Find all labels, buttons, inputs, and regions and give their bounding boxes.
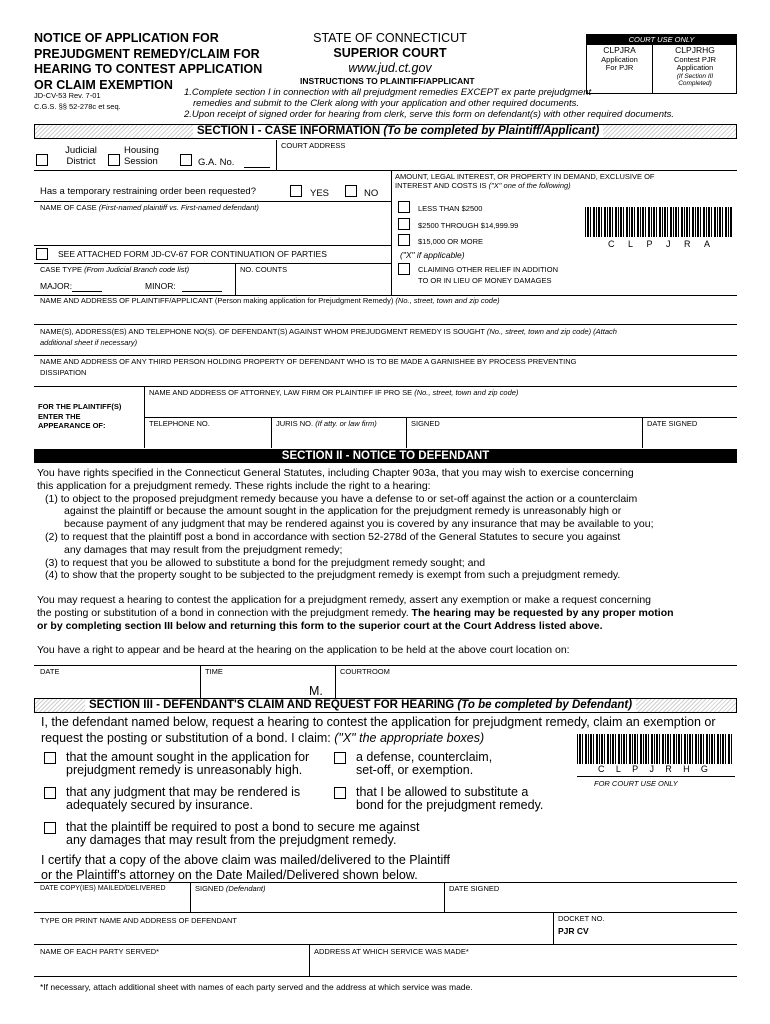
section-1-title — [193, 125, 603, 138]
minor-label: MINOR: — [145, 281, 176, 291]
section-3-title-text: SECTION III - DEFENDANT'S CLAIM AND REQUEST FOR HEARING — [89, 699, 455, 711]
court-name: SUPERIOR COURT — [333, 46, 447, 60]
for-plaintiff-line: FOR THE PLAINTIFF(S) — [38, 402, 122, 411]
plaintiff-hint: (No., street, town and zip code) — [395, 296, 500, 305]
claim-line: that any judgment that may be rendered is — [66, 785, 301, 799]
defendant-name-label: TYPE OR PRINT NAME AND ADDRESS OF DEFENDANT — [40, 916, 237, 925]
barcode-char: R — [665, 764, 672, 774]
case-type-label — [40, 266, 189, 275]
right-to-appear: You have a right to appear and be heard at the hearing on the application to be held at the above court location on: — [37, 643, 570, 656]
continuation-label: SEE ATTACHED FORM JD-CV-67 FOR CONTINUATION OF PARTIES — [58, 249, 327, 259]
form-title-line: NOTICE OF APPLICATION FOR — [34, 31, 219, 45]
court-use-code: CLPJRA — [603, 45, 636, 55]
telephone-label: TELEPHONE NO. — [149, 419, 210, 428]
footnote: *If necessary, attach additional sheet with names of each party served and the address at which service was made. — [40, 982, 473, 992]
label-line: Judicial — [65, 145, 97, 156]
court-use-code: CLPJRHG — [675, 45, 715, 55]
address-served-label: ADDRESS AT WHICH SERVICE WAS MADE* — [314, 947, 469, 956]
case-name-label-text: NAME OF CASE — [40, 203, 97, 212]
form-id: JD-CV-53 Rev. 7-01 — [34, 91, 101, 100]
housing-session-checkbox[interactable] — [108, 154, 120, 166]
form-title-line: PREJUDGMENT REMEDY/CLAIM FOR — [34, 46, 260, 61]
amount-label-line: INTEREST AND COSTS IS — [395, 180, 487, 190]
barcode-char: P — [632, 764, 639, 774]
docket-no-label: DOCKET NO. — [558, 914, 605, 923]
court-use-line: Application — [676, 63, 714, 73]
court-use-line: Completed) — [678, 80, 712, 88]
other-relief-checkbox[interactable] — [398, 263, 410, 275]
other-relief-line: CLAIMING OTHER RELIEF IN ADDITION — [418, 265, 559, 274]
court-use-line: Application — [601, 54, 638, 64]
claim-plaintiff-bond-checkbox[interactable] — [44, 822, 56, 834]
right-num: (4) — [45, 569, 58, 582]
form-title — [34, 31, 294, 93]
defendant-date-signed-label: DATE SIGNED — [449, 884, 500, 893]
barcode-char: A — [703, 239, 710, 249]
certify-text — [41, 853, 450, 883]
section-2-header: SECTION II - NOTICE TO DEFENDANT — [34, 449, 737, 463]
amount-label — [395, 173, 735, 190]
hearing-request-paragraph — [37, 594, 737, 632]
court-website: www.jud.ct.gov — [348, 61, 432, 75]
section-2-body — [37, 467, 737, 656]
hearing-time-label: TIME — [205, 667, 223, 676]
case-name-hint: (First-named plaintiff vs. First-named defendant) — [98, 203, 259, 212]
date-mailed-label: DATE COPY(IES) MAILED/DELIVERED — [40, 885, 166, 892]
attorney-hint: (No., street, town and zip code) — [414, 388, 519, 397]
barcode-char: C — [608, 239, 615, 249]
rights-intro-line: You have rights specified in the Connecticut General Statutes, including Chapter 903a, that you may wish to exercise concerning — [37, 467, 634, 479]
defendant-label — [40, 328, 730, 347]
right-item — [37, 531, 737, 557]
plaintiff-label — [40, 297, 500, 306]
amount-label-line: AMOUNT, LEGAL INTEREST, OR PROPERTY IN DEMAND, EXCLUSIVE OF — [395, 172, 655, 181]
section-3-title — [85, 699, 636, 712]
right-num: (3) — [45, 556, 58, 569]
party-served-label: NAME OF EACH PARTY SERVED* — [40, 947, 160, 956]
court-use-line: (If Section III — [676, 73, 714, 81]
label-line: District — [66, 156, 96, 168]
defendant-hint: (No., street, town and zip code) (Attach — [486, 327, 617, 336]
no-counts-label: NO. COUNTS — [240, 265, 288, 274]
instruction-1-line: remedies and submit to the Clerk along with your application and other required documents. — [193, 98, 580, 110]
right-line: because payment of any judgment that may be rendered against you is covered by any insurance that may be available to you; — [64, 518, 654, 531]
case-type-label-text: CASE TYPE — [40, 265, 82, 274]
right-item — [37, 569, 737, 582]
right-num: (1) — [45, 492, 58, 505]
claim-plaintiff-bond-label — [66, 821, 419, 847]
defendant-signed-label — [195, 885, 265, 894]
defendant-hint: additional sheet if necessary) — [40, 337, 138, 347]
section-1-subtitle: (To be completed by Plaintiff/Applicant) — [383, 125, 600, 137]
claim-amount-high-label — [66, 751, 309, 777]
statutes: C.G.S. §§ 52-278c et seq. — [34, 102, 121, 111]
claim-insurance-checkbox[interactable] — [44, 787, 56, 799]
claim-insurance-label — [66, 786, 300, 812]
attorney-signed-label: SIGNED — [411, 419, 440, 428]
hearing-date-label: DATE — [40, 667, 60, 676]
claim-amount-high-checkbox[interactable] — [44, 752, 56, 764]
court-use-line: Contest PJR — [673, 54, 717, 64]
rights-intro-line: this application for a prejudgment remedy. These rights include the right to a hearing: — [37, 479, 431, 492]
ga-checkbox[interactable] — [180, 154, 192, 166]
state-name: STATE OF CONNECTICUT — [313, 31, 467, 45]
barcode-char: L — [615, 764, 621, 774]
amount-15000-more-checkbox[interactable] — [398, 234, 410, 246]
docket-no-value: PJR CV — [558, 926, 589, 936]
certify-line: I certify that a copy of the above claim was mailed/delivered to the Plaintiff — [41, 853, 451, 867]
claim-line: that the plaintiff be required to post a bond to secure me against — [66, 820, 420, 834]
courtroom-label: COURTROOM — [340, 667, 390, 676]
tro-no-label: NO — [364, 188, 379, 199]
court-use-contest — [653, 45, 737, 88]
court-address-label: COURT ADDRESS — [281, 141, 346, 150]
right-line: to request that the plaintiff post a bond in accordance with section 52-278d of the General Statutes to secure you against — [60, 530, 621, 543]
case-type-hint: (From Judicial Branch code list) — [84, 265, 190, 274]
continuation-checkbox[interactable] — [36, 248, 48, 260]
am-pm-suffix: M. — [309, 684, 323, 698]
ga-no-label: G.A. No. — [198, 157, 235, 168]
claim-line: prejudgment remedy is unreasonably high. — [66, 763, 303, 777]
barcode-clpjra-label — [608, 239, 710, 249]
right-line: to object to the proposed prejudgment remedy because you have a defense to or set-off against the action or a counterclaim — [60, 492, 638, 505]
hearing-request-line: the posting or substitution of a bond in connection with the prejudgment remedy. — [37, 606, 409, 619]
amount-15000-more-label: $15,000 OR MORE — [418, 237, 484, 246]
instructions-title: INSTRUCTIONS TO PLAINTIFF/APPLICANT — [300, 76, 475, 86]
right-item — [37, 493, 737, 531]
claim-line: that I be allowed to substitute a — [356, 785, 529, 799]
barcode-char: J — [665, 239, 671, 249]
attorney-label — [149, 389, 518, 398]
third-person-line: NAME AND ADDRESS OF ANY THIRD PERSON HOLDING PROPERTY OF DEFENDANT WHO IS TO BE MADE A GARNISHEE BY PROCESS PREVENTING — [40, 357, 577, 366]
claim-intro-hint: ("X" the appropriate boxes) — [334, 731, 485, 745]
amount-label-hint: ("X" one of the following) — [488, 180, 571, 190]
housing-session-label — [124, 145, 159, 168]
barcode-clpjra — [585, 207, 733, 237]
barcode-char: R — [683, 239, 691, 249]
claim-line: a defense, counterclaim, — [356, 750, 493, 764]
amount-2500-14999-label: $2500 THROUGH $14,999.99 — [418, 221, 519, 230]
tro-yes-label: YES — [310, 188, 330, 199]
hearing-request-bold: or by completing section III below and returning this form to the superior court at the Court Address listed above. — [37, 619, 603, 632]
tro-question: Has a temporary restraining order been requested? — [40, 186, 256, 197]
other-relief-line: TO OR IN LIEU OF MONEY DAMAGES — [418, 275, 552, 285]
rights-intro — [37, 467, 737, 493]
barcode-char: G — [700, 764, 708, 774]
barcode-char: H — [683, 764, 690, 774]
claim-substitute-bond-checkbox[interactable] — [334, 787, 346, 799]
right-line: to request that you be allowed to substitute a bond for the prejudgment remedy sought; and — [60, 556, 486, 569]
label-line: Session — [124, 156, 158, 168]
third-person-label — [40, 358, 730, 377]
tro-no-checkbox[interactable] — [345, 185, 357, 197]
section-1-title-text: SECTION I - CASE INFORMATION — [197, 125, 381, 137]
court-use-application — [587, 45, 652, 73]
claim-line: any damages that may result from the prejudgment remedy. — [66, 833, 397, 847]
signed-hint: (Defendant) — [225, 884, 266, 893]
hearing-request-bold: The hearing may be requested by any proper motion — [411, 606, 674, 619]
hearing-request-line: You may request a hearing to contest the application for a prejudgment remedy, assert any exemption or make a request concerning — [37, 594, 652, 607]
amount-less-2500-checkbox[interactable] — [398, 201, 410, 213]
section-1-header — [34, 124, 737, 139]
instruction-1-line: 1.Complete section I in connection with all prejudgment remedies EXCEPT ex parte prejudgment — [184, 87, 592, 98]
for-plaintiff-line: APPEARANCE OF: — [38, 421, 106, 431]
right-line: against the plaintiff or because the amount sought in the application for the prejudgment remedy is unreasonably high or — [64, 505, 622, 518]
section-3-header — [34, 698, 737, 713]
claim-defense-checkbox[interactable] — [334, 752, 346, 764]
claim-line: set-off, or exemption. — [356, 763, 474, 777]
right-item — [37, 557, 737, 570]
claim-line: bond for the prejudgment remedy. — [356, 798, 544, 812]
label-line: Housing — [124, 145, 159, 156]
x-if-applicable: ("X" if applicable) — [400, 250, 465, 260]
major-label: MAJOR: — [40, 281, 73, 291]
claim-intro-line: request the posting or substitution of a bond. I claim: — [41, 731, 331, 745]
third-person-line: DISSIPATION — [40, 367, 87, 377]
claim-substitute-bond-label — [356, 786, 543, 812]
right-num: (2) — [45, 530, 58, 543]
case-name-label — [40, 204, 259, 213]
certify-line: or the Plaintiff's attorney on the Date Mailed/Delivered shown below. — [41, 868, 418, 882]
barcode-clpjrhg-label — [598, 764, 708, 774]
tro-yes-checkbox[interactable] — [290, 185, 302, 197]
court-use-title: COURT USE ONLY — [587, 35, 736, 45]
claim-defense-label — [356, 751, 492, 777]
amount-2500-14999-checkbox[interactable] — [398, 218, 410, 230]
attorney-label-text: NAME AND ADDRESS OF ATTORNEY, LAW FIRM OR PLAINTIFF IF PRO SE — [149, 388, 413, 397]
juris-no-text: JURIS NO. — [276, 419, 314, 428]
amount-less-2500-label: LESS THAN $2500 — [418, 204, 483, 213]
signed-text: SIGNED — [195, 884, 224, 893]
barcode-char: J — [649, 764, 654, 774]
right-line: to show that the property sought to be subjected to the prejudgment remedy is exempt from such a prejudgment remedy. — [60, 569, 621, 582]
for-plaintiff-label — [38, 403, 121, 431]
section-3-subtitle: (To be completed by Defendant) — [457, 699, 633, 711]
claim-line: that the amount sought in the application for — [66, 750, 310, 764]
court-use-line: For PJR — [605, 63, 634, 73]
right-line: any damages that may result from the prejudgment remedy; — [64, 543, 343, 556]
juris-no-label — [276, 420, 377, 429]
form-title-line: OR CLAIM EXEMPTION — [34, 77, 173, 92]
claim-line: adequately secured by insurance. — [66, 798, 253, 812]
court-use-box — [586, 34, 737, 94]
barcode-clpjrhg — [577, 734, 733, 764]
defendant-label-text: NAME(S), ADDRESS(ES) AND TELEPHONE NO(S). OF DEFENDANT(S) AGAINST WHOM PREJUDGMENT REMEDY IS SOUGHT — [40, 327, 485, 336]
instruction-2: 2.Upon receipt of signed order for hearing from clerk, serve this form on defendant(s) with other required documents. — [184, 109, 675, 120]
plaintiff-label-text: NAME AND ADDRESS OF PLAINTIFF/APPLICANT (Person making application for Prejudgment Remedy) — [40, 296, 394, 305]
judicial-district-label — [56, 145, 106, 168]
for-court-use-label: FOR COURT USE ONLY — [594, 779, 678, 788]
other-relief-label — [418, 266, 558, 285]
form-title-line: HEARING TO CONTEST APPLICATION — [34, 62, 263, 76]
juris-hint: (If atty. or law firm) — [315, 419, 377, 428]
barcode-char: C — [598, 764, 605, 774]
attorney-date-signed-label: DATE SIGNED — [647, 419, 698, 428]
barcode-char: L — [627, 239, 633, 249]
for-plaintiff-line: ENTER THE — [38, 411, 81, 421]
claim-intro-line: I, the defendant named below, request a hearing to contest the application for prejudgment remedy, claim an exemption or — [41, 715, 716, 729]
instruction-1 — [184, 87, 591, 110]
barcode-char: P — [646, 239, 653, 249]
judicial-district-checkbox[interactable] — [36, 154, 48, 166]
